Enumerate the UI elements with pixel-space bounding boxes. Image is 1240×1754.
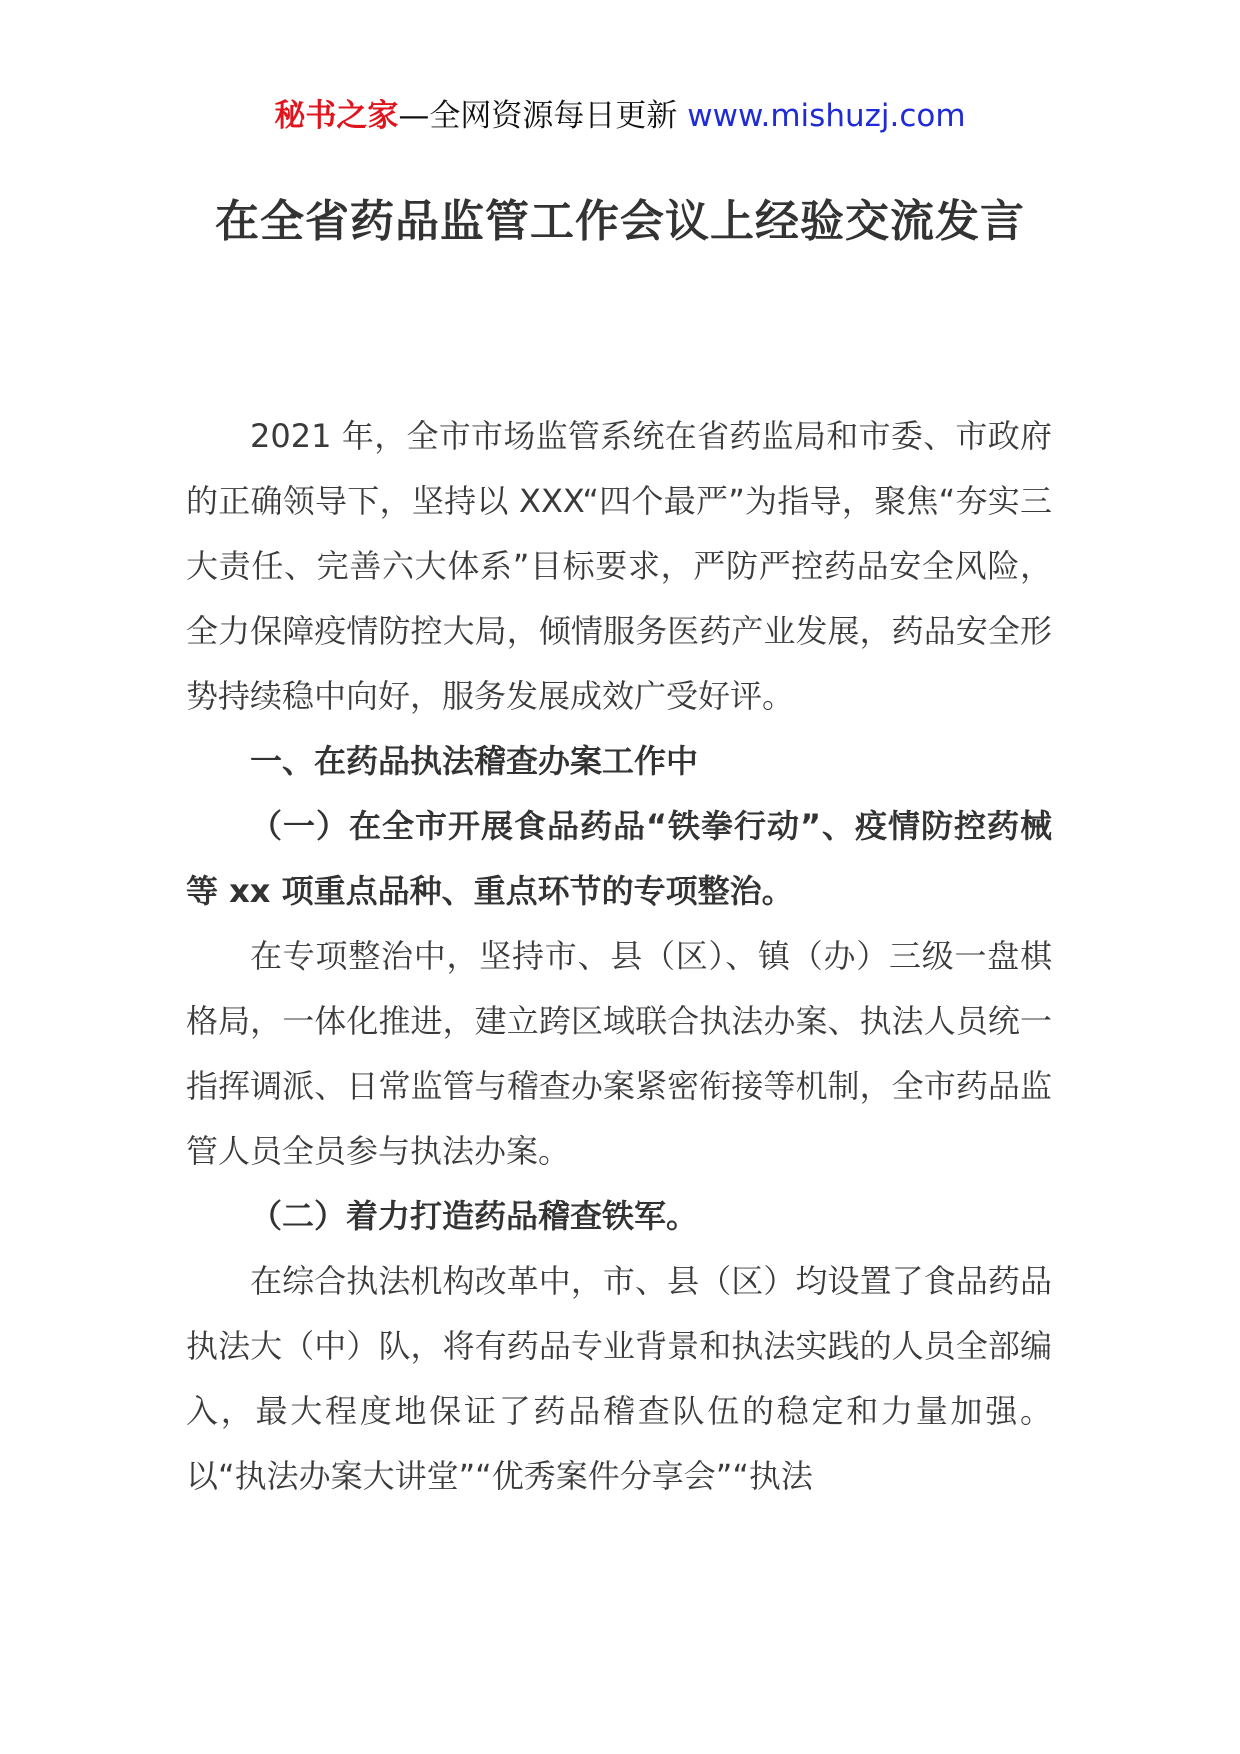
site-header	[0, 98, 1240, 135]
document-body	[186, 404, 1052, 1509]
site-url-link[interactable]: www.mishuzj.com	[687, 98, 966, 134]
body-paragraph: 在综合执法机构改革中，市、县（区）均设置了食品药品执法大（中）队，将有药品专业背景和执法实践的人员全部编入，最大程度地保证了药品稽查队伍的稳定和力量加强。以“执法办案大讲堂”“优秀案件分享会”“执法	[186, 1262, 1052, 1495]
section-heading: （一）在全市开展食品药品“铁拳行动”、疫情防控药械等 xx 项重点品种、重点环节的专项整治。	[186, 807, 1052, 910]
site-tagline: —全网资源每日更新	[398, 98, 678, 134]
body-paragraph: 在专项整治中，坚持市、县（区）、镇（办）三级一盘棋格局，一体化推进，建立跨区域联合执法办案、执法人员统一指挥调派、日常监管与稽查办案紧密衔接等机制，全市药品监管人员全员参与执法办案。	[186, 937, 1052, 1170]
document-title: 在全省药品监管工作会议上经验交流发言	[215, 196, 1025, 247]
body-paragraph: 2021 年，全市市场监管系统在省药监局和市委、市政府的正确领导下，坚持以 XXX“四个最严”为指导，聚焦“夯实三大责任、完善六大体系”目标要求，严防严控药品安全风险，全力保障疫情防控大局，倾情服务医药产业发展，药品安全形势持续稳中向好，服务发展成效广受好评。	[186, 417, 1052, 715]
section-heading: （二）着力打造药品稽查铁军。	[250, 1197, 699, 1235]
section-heading: 一、在药品执法稽查办案工作中	[250, 742, 699, 780]
site-brand: 秘书之家	[274, 98, 399, 134]
